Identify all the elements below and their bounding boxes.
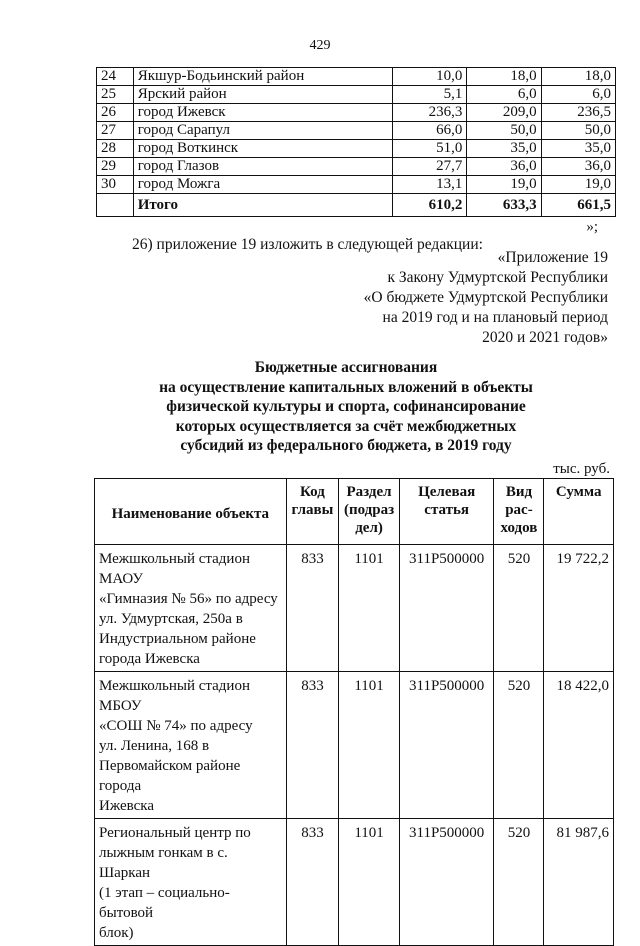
table-row (95, 819, 614, 946)
header-target-article (399, 479, 494, 545)
header-sum: Сумма (544, 479, 614, 545)
page-number: 429 (309, 38, 331, 53)
district-name: город Можга (133, 176, 392, 194)
row-number: 25 (97, 86, 134, 104)
value-2020: 36,0 (467, 158, 541, 176)
district-totals-table (96, 67, 616, 217)
header-section (339, 479, 400, 545)
total-2019: 610,2 (393, 194, 467, 217)
target-article: 311P500000 (399, 819, 494, 946)
value-2019: 66,0 (393, 122, 467, 140)
header-object-name: Наименование объекта (95, 479, 287, 545)
heading-line: субсидий из федерального бюджета, в 2019 году (180, 437, 512, 454)
expense-kind: 520 (494, 819, 544, 946)
object-name-line: Региональный центр по (99, 825, 251, 841)
value-2021: 18,0 (541, 68, 615, 86)
object-name-line: города Ижевска (99, 651, 200, 667)
section-code: 1101 (339, 819, 400, 946)
object-name-line: Межшкольный стадион МБОУ (99, 678, 250, 714)
total-2020: 633,3 (467, 194, 541, 217)
total-label: Итого (133, 194, 392, 217)
object-name-line: Межшкольный стадион МАОУ (99, 551, 250, 587)
value-2020: 18,0 (467, 68, 541, 86)
table-row (95, 672, 614, 819)
units-label: тыс. руб. (553, 461, 610, 477)
target-article: 311P500000 (399, 672, 494, 819)
budget-allocations-table (94, 478, 614, 946)
value-2020: 6,0 (467, 86, 541, 104)
sum-value: 19 722,2 (544, 545, 614, 672)
district-name: город Сарапул (133, 122, 392, 140)
value-2019: 10,0 (393, 68, 467, 86)
row-number: 29 (97, 158, 134, 176)
chapter-code: 833 (286, 819, 339, 946)
value-2021: 50,0 (541, 122, 615, 140)
expense-kind: 520 (494, 545, 544, 672)
row-number: 28 (97, 140, 134, 158)
row-number: 27 (97, 122, 134, 140)
table-row (97, 176, 616, 194)
district-name: город Воткинск (133, 140, 392, 158)
empty-cell (97, 194, 134, 217)
value-2019: 5,1 (393, 86, 467, 104)
object-name-line: «СОШ № 74» по адресу (99, 718, 253, 734)
table-row (95, 545, 614, 672)
total-row (97, 194, 616, 217)
object-name-line: «Гимназия № 56» по адресу (99, 591, 278, 607)
header-line: главы (291, 502, 334, 518)
sum-value: 18 422,0 (544, 672, 614, 819)
row-number: 24 (97, 68, 134, 86)
header-line: статья (424, 502, 470, 518)
object-name (95, 545, 287, 672)
value-2020: 19,0 (467, 176, 541, 194)
header-line: Целевая (418, 484, 476, 500)
appendix-line: 2020 и 2021 годов» (482, 329, 608, 346)
row-number: 30 (97, 176, 134, 194)
value-2019: 13,1 (393, 176, 467, 194)
heading-line: физической культуры и спорта, софинансирование (166, 398, 526, 415)
amendment-text: 26) приложение 19 изложить в следующей редакции: (132, 236, 483, 253)
value-2020: 35,0 (467, 140, 541, 158)
heading-line: Бюджетные ассигнования (254, 359, 438, 376)
sum-value: 81 987,6 (544, 819, 614, 946)
object-name-line: блок) (99, 925, 134, 941)
value-2021: 236,5 (541, 104, 615, 122)
appendix-line: к Закону Удмуртской Республики (387, 269, 608, 286)
value-2021: 19,0 (541, 176, 615, 194)
table-row (97, 86, 616, 104)
chapter-code: 833 (286, 672, 339, 819)
header-expense-kind (494, 479, 544, 545)
object-name-line: Первомайском районе города (99, 758, 241, 794)
appendix-header (364, 248, 608, 348)
heading-line: на осуществление капитальных вложений в объекты (159, 378, 533, 396)
header-chapter-code (286, 479, 339, 545)
header-line: Раздел (346, 484, 392, 500)
object-name-line: (1 этап – социально-бытовой (99, 885, 230, 921)
table-row (97, 122, 616, 140)
object-name-line: ул. Ленина, 168 в (99, 738, 210, 754)
object-name-line: Ижевска (99, 798, 155, 814)
table-row (97, 104, 616, 122)
section-code: 1101 (339, 672, 400, 819)
section-code: 1101 (339, 545, 400, 672)
district-name: Якшур-Бодьинский район (133, 68, 392, 86)
district-name: город Ижевск (133, 104, 392, 122)
appendix-line: «О бюджете Удмуртской Республики (363, 289, 608, 306)
header-line: дел) (355, 520, 383, 536)
target-article: 311P500000 (399, 545, 494, 672)
value-2019: 51,0 (393, 140, 467, 158)
object-name-line: Индустриальном районе (99, 631, 256, 647)
table-row (97, 140, 616, 158)
object-name (95, 819, 287, 946)
object-name-line: лыжным гонкам в с. Шаркан (99, 845, 228, 881)
value-2019: 236,3 (393, 104, 467, 122)
value-2021: 6,0 (541, 86, 615, 104)
appendix-line: на 2019 год и на плановый период (382, 309, 608, 326)
table-row (97, 68, 616, 86)
document-heading (96, 358, 596, 456)
heading-line: которых осуществляется за счёт межбюджетных (175, 417, 517, 435)
appendix-line: «Приложение 19 (497, 249, 608, 266)
closing-quote: »; (586, 219, 598, 235)
header-line: Вид (505, 484, 533, 500)
value-2020: 209,0 (467, 104, 541, 122)
value-2021: 36,0 (541, 158, 615, 176)
value-2020: 50,0 (467, 122, 541, 140)
value-2021: 35,0 (541, 140, 615, 158)
district-name: город Глазов (133, 158, 392, 176)
table-row (97, 158, 616, 176)
value-2019: 27,7 (393, 158, 467, 176)
expense-kind: 520 (494, 672, 544, 819)
total-2021: 661,5 (541, 194, 615, 217)
district-name: Ярский район (133, 86, 392, 104)
header-line: (подраз (343, 502, 395, 518)
object-name-line: ул. Удмуртская, 250а в (99, 611, 243, 627)
header-row (95, 479, 614, 545)
header-line: рас- (505, 502, 533, 518)
header-line: Код (300, 484, 325, 500)
row-number: 26 (97, 104, 134, 122)
object-name (95, 672, 287, 819)
header-line: ходов (500, 520, 538, 536)
chapter-code: 833 (286, 545, 339, 672)
